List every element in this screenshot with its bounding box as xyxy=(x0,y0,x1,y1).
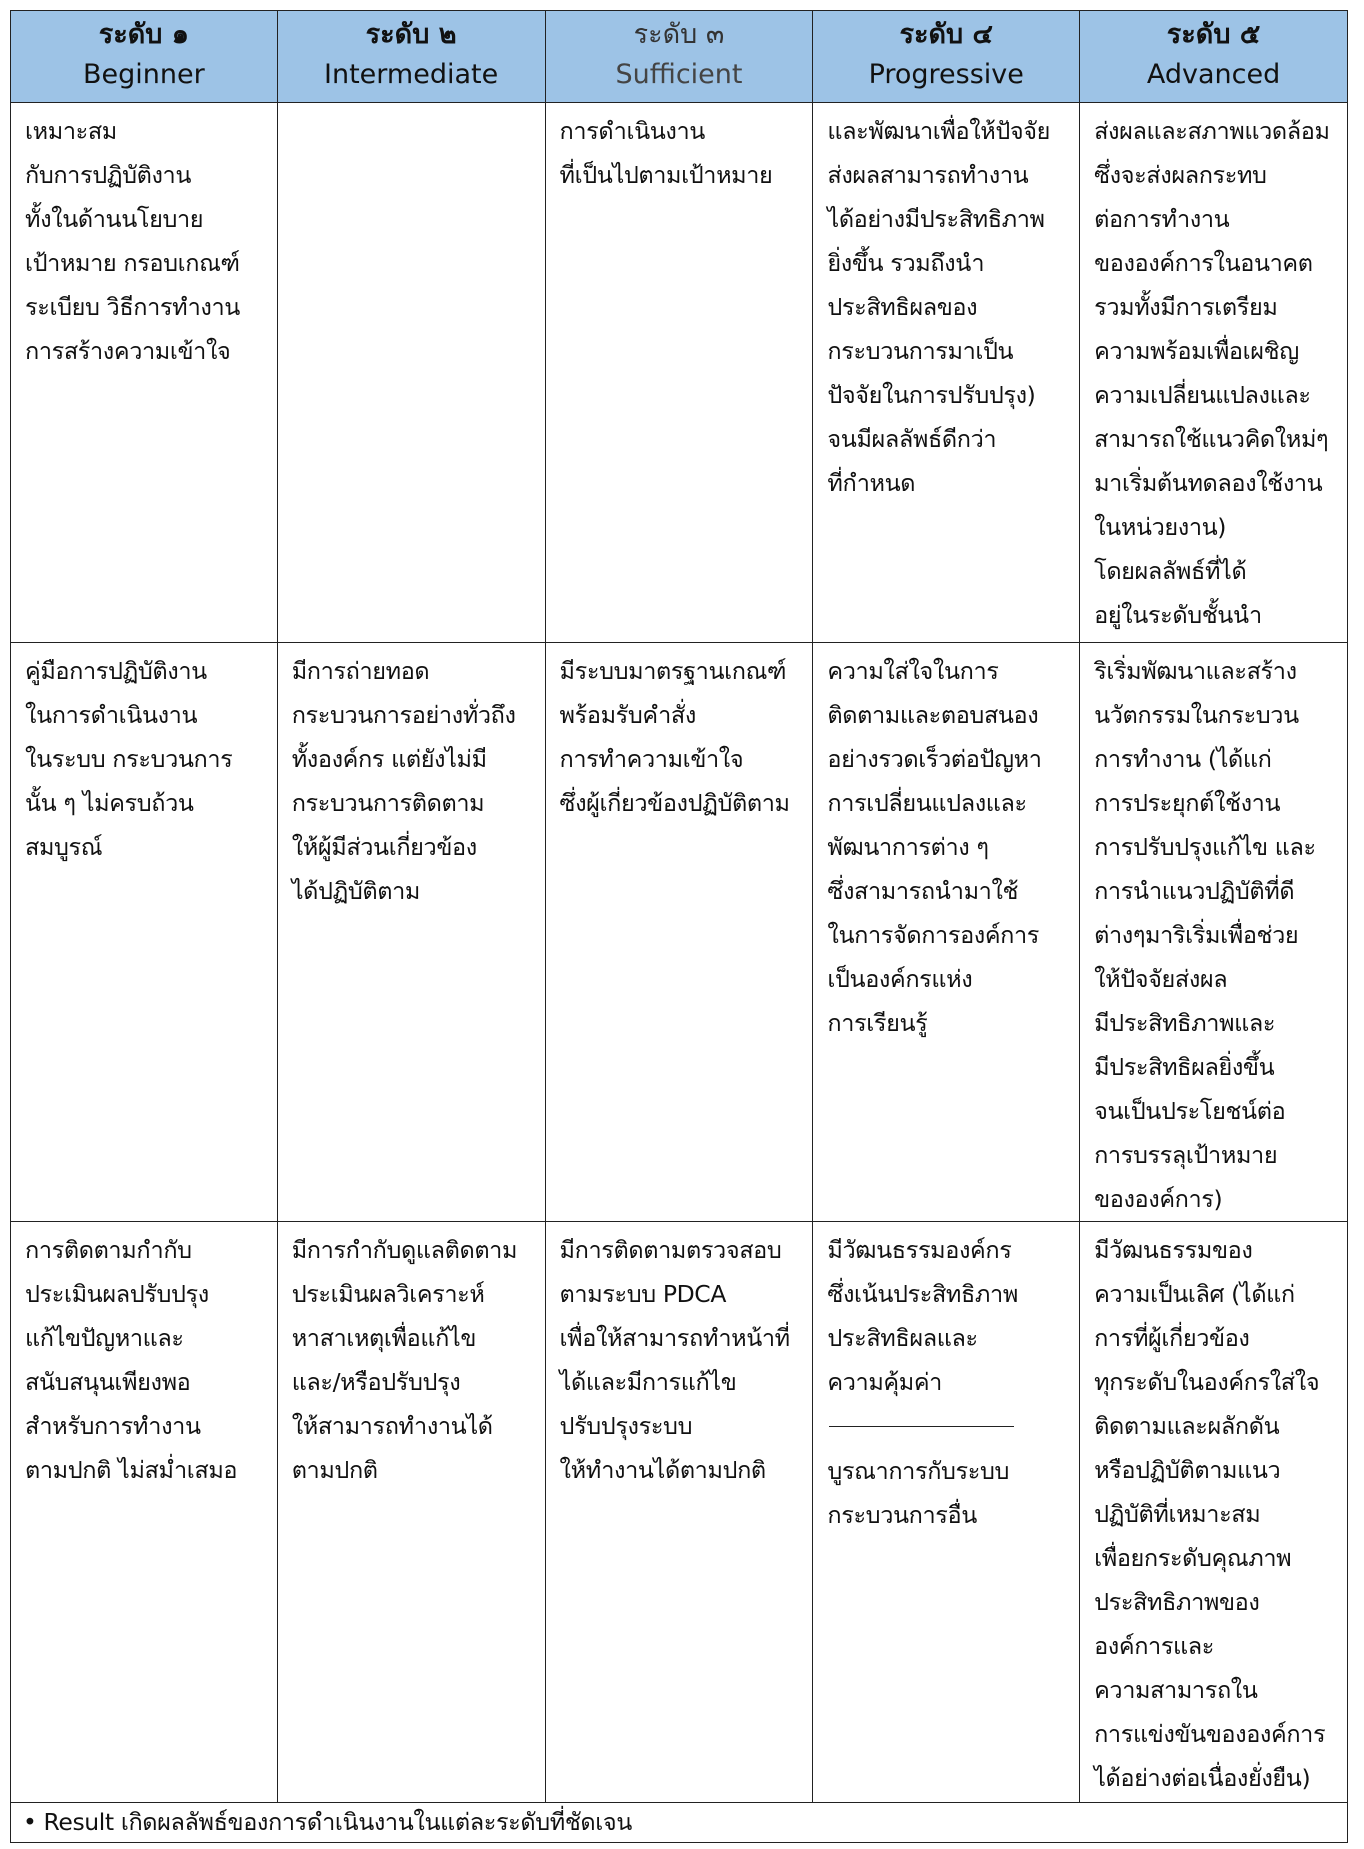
cell-line: เพื่อให้สามารถทำหน้าที่ xyxy=(559,1324,790,1352)
cell-line: ความเปลี่ยนแปลงและ xyxy=(1094,381,1311,409)
cell-line: แก้ไขปัญหาและ xyxy=(25,1324,184,1352)
cell-line: และ/หรือปรับปรุง xyxy=(291,1368,461,1396)
cell-line: กับการปฏิบัติงาน xyxy=(25,161,191,189)
cell-line: เหมาะสม xyxy=(25,117,117,145)
cell-line: ขององค์การ) xyxy=(1094,1185,1223,1213)
cell-line: พร้อมรับคำสั่ง xyxy=(559,701,696,729)
cell-line: มีประสิทธิผลยิ่งขึ้น xyxy=(1094,1053,1275,1081)
cell-line: สมบูรณ์ xyxy=(25,833,103,861)
cell-line: ความเป็นเลิศ (ได้แก่ xyxy=(1094,1280,1295,1308)
header-level-1: ระดับ ๑ Beginner xyxy=(11,11,278,103)
cell-line: การเรียนรู้ xyxy=(827,1009,928,1037)
cell-line: สนับสนุนเพียงพอ xyxy=(25,1368,191,1396)
cell-line: ซึ่งเน้นประสิทธิภาพ xyxy=(827,1280,1018,1308)
cell-line: สามารถใช้แนวคิดใหม่ๆ xyxy=(1094,425,1329,453)
cell-line: สำหรับการทำงาน xyxy=(25,1412,201,1440)
cell-line: จนมีผลลัพธ์ดีกว่า xyxy=(827,425,997,453)
header-level-4: ระดับ ๔ Progressive xyxy=(813,11,1080,103)
cell xyxy=(1080,643,1348,1222)
cell-line: กระบวนการอื่น xyxy=(827,1501,977,1529)
cell-line: ริเริ่มพัฒนาและสร้าง xyxy=(1094,657,1297,685)
cell-line: และพัฒนาเพื่อให้ปัจจัย xyxy=(827,117,1050,145)
cell-line: ติดตามและตอบสนอง xyxy=(827,701,1039,729)
cell-line: ความสามารถใน xyxy=(1094,1676,1258,1704)
cell-line: ปรับปรุงระบบ xyxy=(559,1412,693,1440)
cell-line: ให้ปัจจัยส่งผล xyxy=(1094,965,1228,993)
cell-line: มีการกำกับดูแลติดตาม xyxy=(291,1236,518,1264)
cell-line: นวัตกรรมในกระบวน xyxy=(1094,701,1299,729)
cell xyxy=(813,1222,1080,1803)
cell-line: หรือปฏิบัติตามแนว xyxy=(1094,1456,1281,1484)
cell-line: ซึ่งสามารถนำมาใช้ xyxy=(827,877,1019,905)
cell xyxy=(11,103,278,643)
cell-line: จนเป็นประโยชน์ต่อ xyxy=(1094,1097,1286,1125)
cell-line: หาสาเหตุเพื่อแก้ไข xyxy=(291,1324,476,1352)
cell-line: การติดตามกำกับ xyxy=(25,1236,192,1264)
cell-line: ตามปกติ xyxy=(291,1456,378,1484)
cell-line: ที่กำหนด xyxy=(827,469,916,497)
cell-line: ซึ่งจะส่งผลกระทบ xyxy=(1094,161,1267,189)
cell xyxy=(813,103,1080,643)
cell-line: ส่งผลสามารถทำงาน xyxy=(827,161,1029,189)
cell-line: ได้และมีการแก้ไข xyxy=(559,1368,737,1396)
cell-line: บูรณาการกับระบบ xyxy=(827,1457,1010,1485)
divider xyxy=(829,1426,1014,1427)
cell-line: การทำความเข้าใจ xyxy=(559,745,744,773)
cell-line: ในหน่วยงาน) xyxy=(1094,513,1227,541)
cell xyxy=(11,1222,278,1803)
cell-line: ขององค์การในอนาคต xyxy=(1094,249,1313,277)
cell-line: องค์การและ xyxy=(1094,1632,1215,1660)
cell-line: การที่ผู้เกี่ยวข้อง xyxy=(1094,1324,1250,1352)
cell-line: การแข่งขันขององค์การ xyxy=(1094,1720,1326,1748)
cell-line: ประสิทธิผลและ xyxy=(827,1324,978,1352)
cell-line: อยู่ในระดับชั้นนำ xyxy=(1094,601,1262,629)
cell-line: การบรรลุเป้าหมาย xyxy=(1094,1141,1278,1169)
cell-line: ประเมินผลปรับปรุง xyxy=(25,1280,209,1308)
cell-line: มีประสิทธิภาพและ xyxy=(1094,1009,1276,1037)
cell xyxy=(1080,103,1348,643)
header-row xyxy=(11,11,1348,103)
cell-line: ยิ่งขึ้น รวมถึงนำ xyxy=(827,249,985,277)
cell-line: ปัจจัยในการปรับปรุง) xyxy=(827,381,1036,409)
cell-line: พัฒนาการต่าง ๆ xyxy=(827,833,989,861)
cell xyxy=(813,643,1080,1222)
cell-line: ความพร้อมเพื่อเผชิญ xyxy=(1094,337,1299,365)
cell-line: ส่งผลและสภาพแวดล้อม xyxy=(1094,117,1330,145)
cell-line: ซึ่งผู้เกี่ยวข้องปฏิบัติตาม xyxy=(559,789,790,817)
cell-line: การเปลี่ยนแปลงและ xyxy=(827,789,1027,817)
result-note: • Result เกิดผลลัพธ์ของการดำเนินงานในแต่ละระดับที่ชัดเจน xyxy=(11,1803,1348,1843)
cell-line: อย่างรวดเร็วต่อปัญหา xyxy=(827,745,1042,773)
cell-line: ติดตามและผลักดัน xyxy=(1094,1412,1280,1440)
cell-line: มีการติดตามตรวจสอบ xyxy=(559,1236,782,1264)
cell-line: ตามปกติ ไม่สม่ำเสมอ xyxy=(25,1456,238,1484)
cell-line: เพื่อยกระดับคุณภาพ xyxy=(1094,1544,1292,1572)
cell xyxy=(545,643,813,1222)
maturity-level-table xyxy=(10,10,1348,1843)
cell xyxy=(277,1222,545,1803)
cell-line: การนำแนวปฏิบัติที่ดี xyxy=(1094,877,1295,905)
cell-line: มีระบบมาตรฐานเกณฑ์ xyxy=(559,657,787,685)
cell-line: นั้น ๆ ไม่ครบถ้วน xyxy=(25,789,194,817)
cell-line: กระบวนการติดตาม xyxy=(291,789,485,817)
cell-line: โดยผลลัพธ์ที่ได้ xyxy=(1094,557,1247,585)
cell-line: เป้าหมาย กรอบเกณฑ์ xyxy=(25,249,240,277)
cell-line: มาเริ่มต้นทดลองใช้งาน xyxy=(1094,469,1323,497)
cell xyxy=(1080,1222,1348,1803)
cell-line: ประสิทธิภาพของ xyxy=(1094,1588,1260,1616)
cell-line: ต่างๆมาริเริ่มเพื่อช่วย xyxy=(1094,921,1299,949)
cell-line: ในระบบ กระบวนการ xyxy=(25,745,233,773)
cell xyxy=(11,643,278,1222)
maturity-level-document xyxy=(10,10,1348,1840)
cell-line: การปรับปรุงแก้ไข และ xyxy=(1094,833,1316,861)
cell-line: มีวัฒนธรรมของ xyxy=(1094,1236,1253,1264)
table-row xyxy=(11,643,1348,1222)
header-level-3: ระดับ ๓ Sufficient xyxy=(545,11,813,103)
table-row xyxy=(11,103,1348,643)
cell-line: ประสิทธิผลของ xyxy=(827,293,978,321)
cell-line: กระบวนการมาเป็น xyxy=(827,337,1014,365)
table-row xyxy=(11,1222,1348,1803)
cell-line: ทั้งองค์กร แต่ยังไม่มี xyxy=(291,745,487,773)
cell-line: ทั้งในด้านนโยบาย xyxy=(25,205,204,233)
cell-line: ต่อการทำงาน xyxy=(1094,205,1230,233)
cell-line: ให้ทำงานได้ตามปกติ xyxy=(559,1456,766,1484)
header-level-5: ระดับ ๕ Advanced xyxy=(1080,11,1348,103)
cell-line: คู่มือการปฏิบัติงาน xyxy=(25,657,207,685)
cell-line: การสร้างความเข้าใจ xyxy=(25,337,231,365)
cell xyxy=(277,643,545,1222)
cell-line: เป็นองค์กรแห่ง xyxy=(827,965,973,993)
cell-line: ให้ผู้มีส่วนเกี่ยวข้อง xyxy=(291,833,477,861)
cell-line: ความใส่ใจในการ xyxy=(827,657,999,685)
cell-line: ในการจัดการองค์การ xyxy=(827,921,1040,949)
cell-line: การทำงาน (ได้แก่ xyxy=(1094,745,1272,773)
cell-line: ที่เป็นไปตามเป้าหมาย xyxy=(559,161,773,189)
cell-line: ระเบียบ วิธีการทำงาน xyxy=(25,293,240,321)
cell-line: มีวัฒนธรรมองค์กร xyxy=(827,1236,1012,1264)
cell-line: การดำเนินงาน xyxy=(559,117,705,145)
cell xyxy=(545,103,813,643)
cell-line: ปฏิบัติที่เหมาะสม xyxy=(1094,1500,1261,1528)
cell-line: ทุกระดับในองค์กรใส่ใจ xyxy=(1094,1368,1320,1396)
cell-line: การประยุกต์ใช้งาน xyxy=(1094,789,1281,817)
footer-row xyxy=(11,1803,1348,1843)
cell-line: ในการดำเนินงาน xyxy=(25,701,198,729)
cell-line: ได้ปฏิบัติตาม xyxy=(291,877,420,905)
cell-line: รวมทั้งมีการเตรียม xyxy=(1094,293,1278,321)
header-level-2: ระดับ ๒ Intermediate xyxy=(277,11,545,103)
cell-line: มีการถ่ายทอด xyxy=(291,657,430,685)
cell-line: ประเมินผลวิเคราะห์ xyxy=(291,1280,485,1308)
cell-line: ให้สามารถทำงานได้ xyxy=(291,1412,493,1440)
cell-line: ความคุ้มค่า xyxy=(827,1368,942,1396)
cell xyxy=(277,103,545,643)
cell-line: ได้อย่างมีประสิทธิภาพ xyxy=(827,205,1045,233)
cell xyxy=(545,1222,813,1803)
cell-line: ได้อย่างต่อเนื่องยั่งยืน) xyxy=(1094,1764,1311,1792)
cell-line: ตามระบบ PDCA xyxy=(559,1280,726,1308)
cell-line: กระบวนการอย่างทั่วถึง xyxy=(291,701,516,729)
